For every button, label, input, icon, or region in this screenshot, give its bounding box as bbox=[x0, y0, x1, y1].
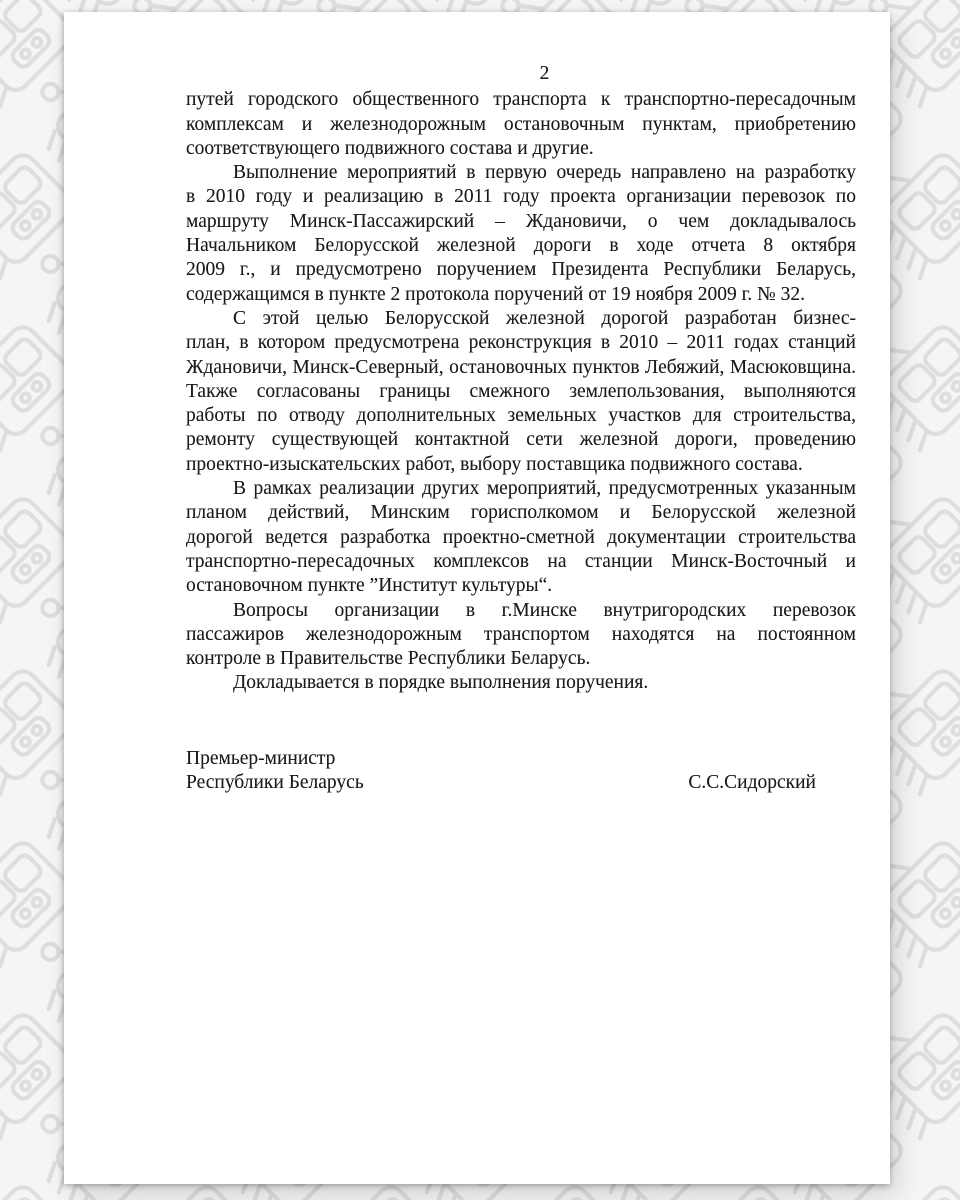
text-line: 2009 г., и предусмотрено поручением Президента Республики Беларусь, bbox=[186, 259, 856, 281]
paragraph bbox=[186, 477, 856, 598]
text-line: дорогой ведется разработка проектно-сметной документации строительства bbox=[186, 526, 856, 548]
text-line: Докладывается в порядке выполнения поручения. bbox=[233, 672, 649, 694]
text-line: содержащимся в пункте 2 протокола поручений от 19 ноября 2009 г. № 32. bbox=[186, 283, 806, 305]
signature-role bbox=[186, 747, 364, 796]
signature-role-line-2: Республики Беларусь bbox=[186, 772, 364, 794]
text-line: проектно-изыскательских работ, выбору поставщика подвижного состава. bbox=[186, 453, 803, 475]
text-line: Выполнение мероприятий в первую очередь направлено на разработку bbox=[233, 162, 856, 184]
text-line: Ждановичи, Минск-Северный, остановочных пунктов Лебяжий, Масюковщина. bbox=[186, 356, 856, 378]
text-line: остановочном пункте ”Институт культуры“. bbox=[186, 575, 553, 597]
paragraph bbox=[186, 599, 856, 672]
text-line: в 2010 году и реализацию в 2011 году проекта организации перевозок по bbox=[186, 186, 856, 208]
text-line: соответствующего подвижного состава и другие. bbox=[186, 137, 594, 159]
paragraph bbox=[186, 307, 856, 477]
text-line: контроле в Правительстве Республики Беларусь. bbox=[186, 648, 591, 670]
paragraph bbox=[186, 671, 856, 695]
text-line: комплексам и железнодорожным остановочным пунктам, приобретению bbox=[186, 113, 856, 135]
paragraph bbox=[186, 161, 856, 307]
document-page bbox=[64, 12, 890, 1184]
text-line: Вопросы организации в г.Минске внутригородских перевозок bbox=[233, 599, 856, 621]
text-line: В рамках реализации других мероприятий, предусмотренных указанным bbox=[233, 478, 856, 500]
text-line: Также согласованы границы смежного землепользования, выполняются bbox=[186, 380, 856, 402]
text-line: Начальником Белорусской железной дороги в ходе отчета 8 октября bbox=[186, 235, 856, 257]
document-body bbox=[186, 88, 856, 695]
page-number: 2 bbox=[539, 63, 550, 84]
text-line: С этой целью Белорусской железной дорогой разработан бизнес- bbox=[233, 307, 856, 329]
text-line: путей городского общественного транспорта к транспортно-пересадочным bbox=[186, 89, 856, 111]
text-line: транспортно-пересадочных комплексов на станции Минск-Восточный и bbox=[186, 550, 856, 572]
text-line: план, в котором предусмотрена реконструкция в 2010 – 2011 годах станций bbox=[186, 332, 856, 354]
signature-block bbox=[186, 747, 856, 796]
text-line: ремонту существующей контактной сети железной дороги, проведению bbox=[186, 429, 856, 451]
text-line: маршруту Минск-Пассажирский – Ждановичи, о чем докладывалось bbox=[186, 210, 856, 232]
paragraph bbox=[186, 88, 856, 161]
signature-name: С.С.Сидорский bbox=[688, 772, 816, 794]
text-line: работы по отводу дополнительных земельных участков для строительства, bbox=[186, 405, 856, 427]
text-line: пассажиров железнодорожным транспортом находятся на постоянном bbox=[186, 623, 856, 645]
signature-role-line-1: Премьер-министр bbox=[186, 747, 336, 769]
text-line: планом действий, Минским горисполкомом и Белорусской железной bbox=[186, 502, 856, 524]
